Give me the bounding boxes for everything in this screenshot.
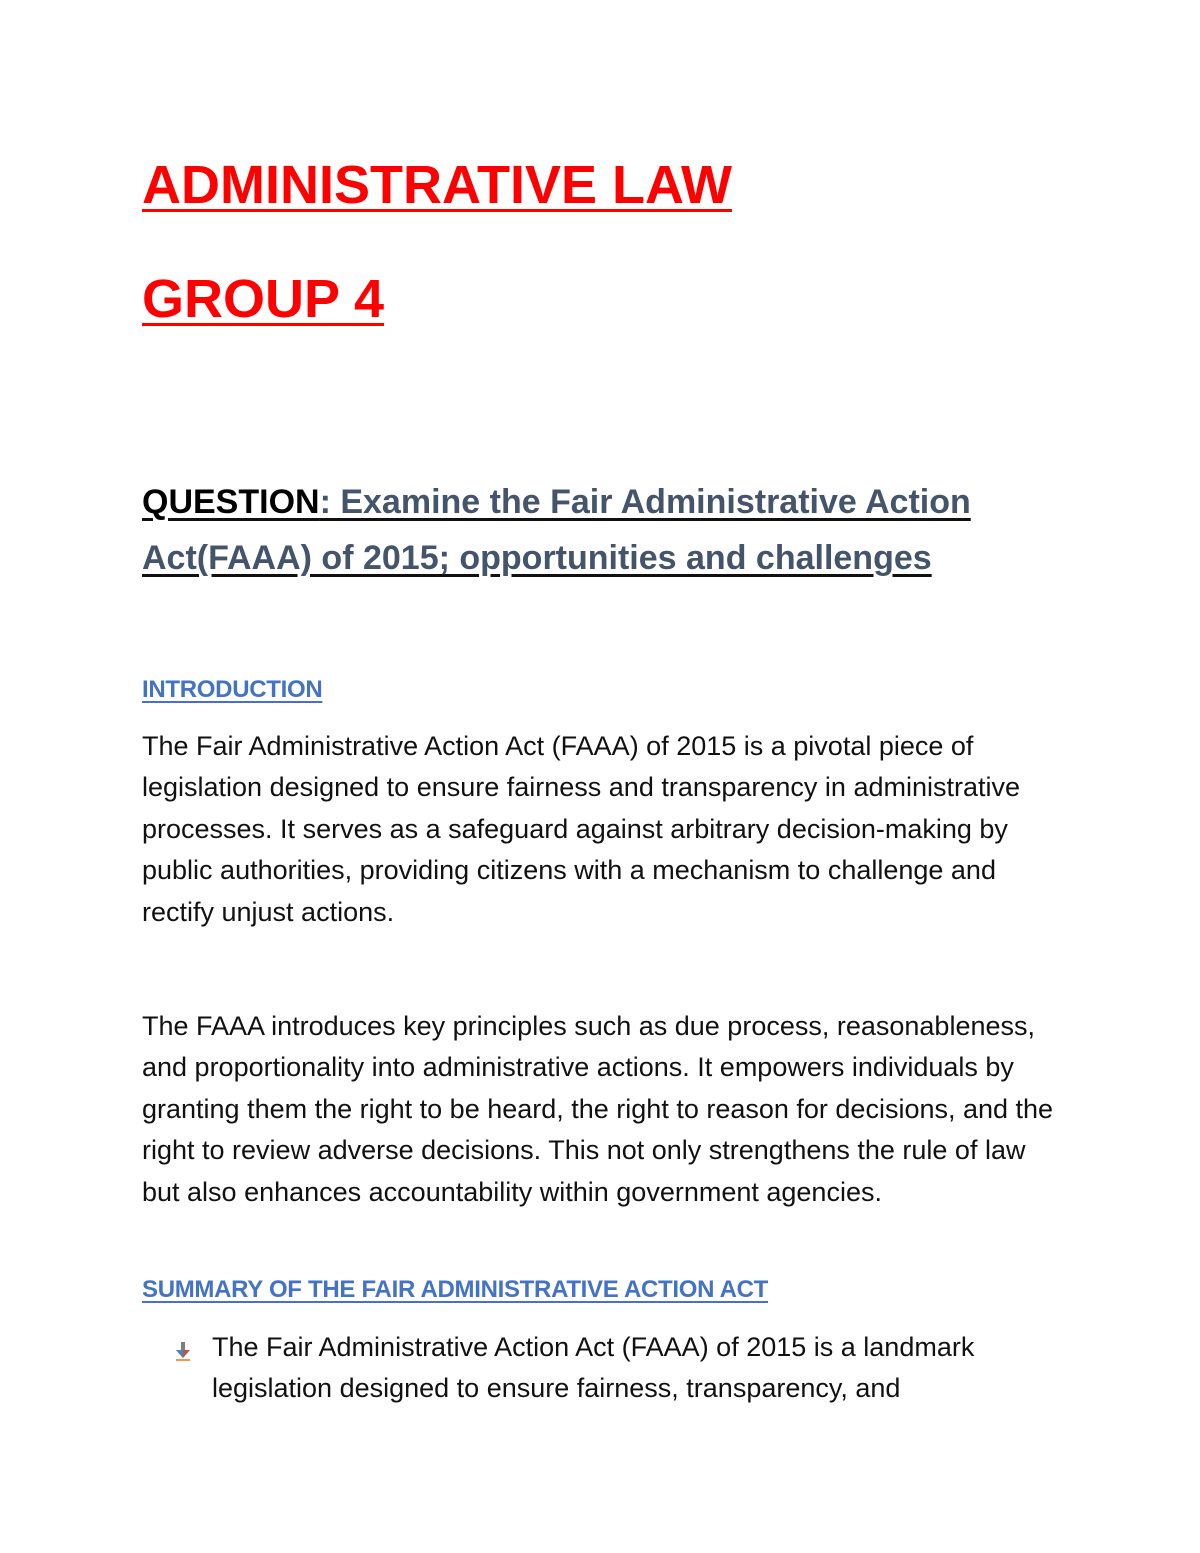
summary-heading: SUMMARY OF THE FAIR ADMINISTRATIVE ACTION ACT — [142, 1276, 769, 1303]
document-subtitle: GROUP 4 — [142, 269, 385, 329]
question-text: : Examine the Fair Administrative Action Act(FAAA) of 2015; opportunities and challenges — [142, 483, 971, 577]
introduction-paragraph-1: The Fair Administrative Action Act (FAAA) of 2015 is a pivotal piece of legislation designed to ensure fairness and transparency in administrative processes. It serves as a safeguard against arbitrary decision-making by public authorities, providing citizens with a mechanism to challenge and rectify unjust actions. — [142, 731, 1021, 927]
question-block — [142, 474, 1102, 586]
introduction-heading: INTRODUCTION — [142, 676, 323, 703]
document-title: ADMINISTRATIVE LAW — [142, 155, 732, 215]
question-label: QUESTION — [142, 483, 320, 521]
summary-bullet-text: The Fair Administrative Action Act (FAAA) of 2015 is a landmark legislation designed to ensure fairness, transparency, and — [212, 1332, 975, 1404]
arrow-down-bullet-icon — [174, 1341, 192, 1361]
introduction-paragraph-2: The FAAA introduces key principles such as due process, reasonableness, and proportionality into administrative actions. It empowers individuals by granting them the right to be heard, the right to reason for decisions, and the right to review adverse decisions. This not only strengthens the rule of law but also enhances accountability within government agencies. — [142, 1011, 1054, 1207]
